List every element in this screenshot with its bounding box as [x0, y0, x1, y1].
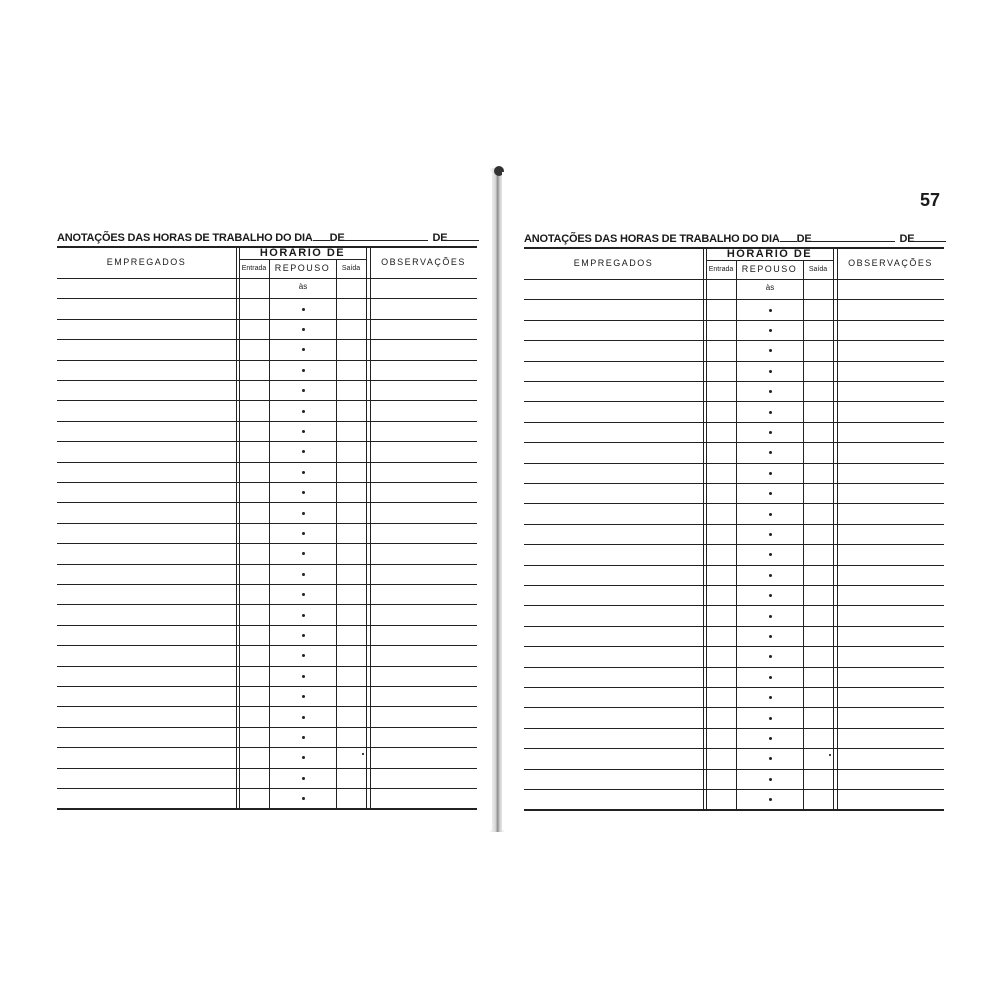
year-blank [914, 232, 946, 242]
table-row-rule [524, 707, 944, 708]
repouso-separator-dot [769, 615, 772, 618]
repouso-separator-dot [769, 798, 772, 801]
table-row-rule [57, 686, 477, 687]
repouso-separator-dot [769, 655, 772, 658]
table-row-rule [57, 584, 477, 585]
table-row-rule [524, 463, 944, 464]
table-row-rule [57, 380, 477, 381]
observacoes-heading: OBSERVAÇÕES [381, 257, 466, 267]
col-rule-repouso-a [269, 259, 270, 808]
table-row-rule [524, 667, 944, 668]
repouso-separator-dot [302, 410, 305, 413]
table-row-rule [57, 360, 477, 361]
table-row-rule [57, 462, 477, 463]
table-row-rule [524, 769, 944, 770]
saida-heading: Saída [341, 265, 361, 272]
repouso-separator-dot [302, 716, 305, 719]
horario-heading: HORÁRIO DE [726, 248, 813, 260]
repouso-separator-dot [302, 512, 305, 515]
table-row-rule [57, 523, 477, 524]
print-mark [829, 754, 831, 756]
repouso-separator-dot [769, 329, 772, 332]
de-label: DE [432, 232, 448, 244]
table-row-rule [57, 319, 477, 320]
repouso-separator-dot [302, 756, 305, 759]
table-row-rule [524, 340, 944, 341]
form-title: ANOTAÇÕES DAS HORAS DE TRABALHO DO DIA [524, 233, 780, 245]
print-mark [362, 753, 364, 755]
repouso-separator-dot [302, 369, 305, 372]
empregados-heading: EMPREGADOS [106, 257, 187, 267]
table-row-rule [57, 400, 477, 401]
repouso-separator-dot [302, 654, 305, 657]
table-row-rule [524, 789, 944, 790]
repouso-separator-dot [302, 430, 305, 433]
table-row-rule [57, 768, 477, 769]
table-row-rule [524, 544, 944, 545]
month-blank [811, 232, 895, 242]
table-row-rule [524, 565, 944, 566]
repouso-separator-dot [769, 411, 772, 414]
table-row-rule [57, 502, 477, 503]
day-blank [313, 231, 330, 241]
table-row-rule [524, 585, 944, 586]
page-number: 57 [919, 190, 940, 210]
table-row-rule [57, 747, 477, 748]
col-rule-observacoes [370, 246, 371, 808]
repouso-separator-dot [769, 696, 772, 699]
repouso-separator-dot [302, 797, 305, 800]
form-header [524, 232, 944, 245]
observacoes-heading: OBSERVAÇÕES [848, 258, 933, 268]
header-bottom-rule [57, 278, 477, 279]
table-row-rule [524, 646, 944, 647]
table-row-rule [524, 605, 944, 606]
table-row-rule [524, 320, 944, 321]
repouso-separator-dot [769, 737, 772, 740]
table-row-rule [57, 441, 477, 442]
repouso-separator-dot [769, 635, 772, 638]
repouso-separator-dot [769, 533, 772, 536]
table-row-rule [524, 728, 944, 729]
repouso-separator-dot [769, 472, 772, 475]
table-row-rule [524, 442, 944, 443]
table-row-rule [524, 361, 944, 362]
table-row-rule [57, 808, 477, 810]
empregados-heading: EMPREGADOS [573, 258, 654, 268]
repouso-separator-dot [302, 328, 305, 331]
col-rule-entrada [706, 247, 707, 809]
repouso-separator-dot [302, 675, 305, 678]
table-row-rule [524, 626, 944, 627]
table-row-rule [57, 645, 477, 646]
repouso-separator-dot [302, 552, 305, 555]
table-row-rule [524, 299, 944, 300]
repouso-separator-dot [302, 695, 305, 698]
col-rule-repouso-b [803, 260, 804, 809]
table-row-rule [524, 401, 944, 402]
table-row-rule [524, 809, 944, 811]
as-label: às [765, 283, 775, 292]
day-blank [780, 232, 797, 242]
table-row-rule [57, 788, 477, 789]
repouso-heading: REPOUSO [274, 263, 331, 273]
col-rule-saida [833, 247, 834, 809]
table-row-rule [57, 339, 477, 340]
horario-rule [239, 259, 366, 260]
header-bottom-rule [524, 279, 944, 280]
form-header [57, 231, 477, 244]
col-rule-empregados-a [236, 246, 237, 808]
repouso-separator-dot [769, 676, 772, 679]
table-row-rule [57, 543, 477, 544]
repouso-separator-dot [302, 532, 305, 535]
table-row-rule [524, 422, 944, 423]
repouso-separator-dot [769, 778, 772, 781]
repouso-separator-dot [769, 513, 772, 516]
repouso-separator-dot [302, 308, 305, 311]
as-label: às [298, 282, 308, 291]
horario-rule [706, 260, 833, 261]
col-rule-entrada [239, 246, 240, 808]
col-rule-empregados-a [703, 247, 704, 809]
table-row-rule [524, 381, 944, 382]
repouso-separator-dot [769, 757, 772, 760]
month-blank [344, 231, 428, 241]
table-row-rule [524, 503, 944, 504]
table-row-rule [57, 604, 477, 605]
repouso-separator-dot [302, 614, 305, 617]
repouso-separator-dot [769, 594, 772, 597]
table-row-rule [57, 564, 477, 565]
horario-heading: HORÁRIO DE [259, 247, 346, 259]
repouso-separator-dot [302, 471, 305, 474]
repouso-separator-dot [769, 492, 772, 495]
repouso-separator-dot [769, 349, 772, 352]
table-row-rule [57, 298, 477, 299]
col-rule-repouso-b [336, 259, 337, 808]
year-blank [447, 231, 479, 241]
repouso-separator-dot [769, 370, 772, 373]
repouso-separator-dot [302, 593, 305, 596]
repouso-separator-dot [302, 573, 305, 576]
table-row-rule [57, 706, 477, 707]
col-rule-observacoes [837, 247, 838, 809]
repouso-separator-dot [302, 777, 305, 780]
repouso-heading: REPOUSO [741, 264, 798, 274]
repouso-separator-dot [769, 431, 772, 434]
table-row-rule [57, 727, 477, 728]
repouso-separator-dot [769, 574, 772, 577]
repouso-separator-dot [769, 717, 772, 720]
col-rule-repouso-a [736, 260, 737, 809]
de-label: DE [899, 233, 915, 245]
table-row-rule [57, 421, 477, 422]
table-row-rule [524, 524, 944, 525]
repouso-separator-dot [769, 309, 772, 312]
repouso-separator-dot [302, 736, 305, 739]
saida-heading: Saída [808, 266, 828, 273]
form-title: ANOTAÇÕES DAS HORAS DE TRABALHO DO DIA [57, 232, 313, 244]
repouso-separator-dot [769, 390, 772, 393]
repouso-separator-dot [302, 450, 305, 453]
table-row-rule [524, 687, 944, 688]
repouso-separator-dot [302, 491, 305, 494]
repouso-separator-dot [769, 553, 772, 556]
repouso-separator-dot [302, 348, 305, 351]
table-row-rule [57, 666, 477, 667]
repouso-separator-dot [769, 451, 772, 454]
table-row-rule [57, 482, 477, 483]
table-row-rule [57, 625, 477, 626]
repouso-separator-dot [302, 634, 305, 637]
entrada-heading: Entrada [241, 265, 267, 272]
de-label: DE [796, 233, 812, 245]
de-label: DE [329, 232, 345, 244]
col-rule-saida [366, 246, 367, 808]
entrada-heading: Entrada [708, 266, 734, 273]
repouso-separator-dot [302, 389, 305, 392]
table-row-rule [524, 483, 944, 484]
table-row-rule [524, 748, 944, 749]
